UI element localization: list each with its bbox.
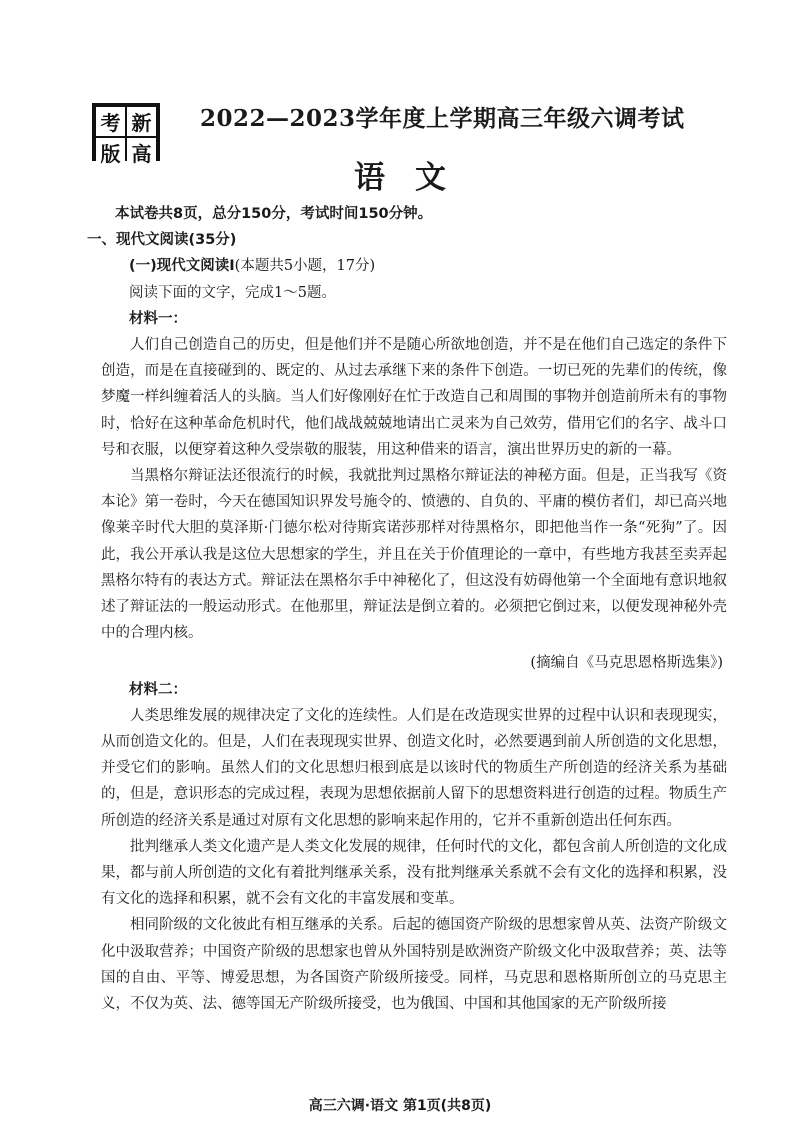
exam-subject: 语文 (354, 160, 476, 196)
subsection-heading (87, 253, 727, 279)
material-one-paragraph: 人们自己创造自己的历史，但是他们并不是随心所欲地创造，并不是在他们自己选定的条件下创造，而是在直接碰到的、既定的、从过去承继下来的条件下创造。一切已死的先辈们的传统，像梦魔一样纠缠着活人的头脑。当人们好像刚好在忙于改造自己和周围的事物并创造前所未有的事物时，恰好在这种革命危机时代，他们战战兢兢地请出亡灵来为自己效劳，借用它们的名字、战斗口号和衣服，以便穿着这种久受崇敬的服装，用这种借来的语言，演出世界历史的新的一幕。 (101, 337, 727, 458)
subsection-desc: (本题共5小题，17分) (234, 258, 376, 275)
material-two-paragraph: 批判继承人类文化遗产是人类文化发展的规律，任何时代的文化，都包含前人所创造的文化成果，都与前人所创造的文化有着批判继承关系，没有批判继承关系就不会有文化的选择和积累，没有文化的选择和积累，就不会有文化的丰富发展和变革。 (101, 838, 727, 908)
logo-char: 版 (96, 138, 125, 167)
material-one-label: 材料一： (129, 310, 187, 327)
section-heading: 一、现代文阅读(35分) (87, 232, 237, 249)
reading-instruction: 阅读下面的文字，完成1～5题。 (129, 284, 336, 301)
material-two-label: 材料二： (129, 681, 187, 698)
exam-content (87, 201, 727, 1017)
logo-char: 新 (127, 107, 156, 136)
exam-title: 2022—2023学年度上学期高三年级六调考试 (200, 105, 685, 132)
logo-char: 考 (96, 107, 125, 136)
material-two-paragraph: 人类思维发展的规律决定了文化的连续性。人们是在改造现实世界的过程中认识和表现现实，从而创造文化的。但是，人们在表现现实世界、创造文化时，必然要遇到前人所创造的文化思想，并受它们的影响。虽然人们的文化思想归根到底是以该时代的物质生产所创造的经济关系为基础的，但是，意识形态的完成过程，表现为思想依据前人留下的思想资料进行创造的过程。物质生产所创造的经济关系是通过对原有文化思想的影响来起作用的，它并不重新创造出任何东西。 (101, 707, 727, 829)
material-two-paragraph: 相同阶级的文化彼此有相互继承的关系。后起的德国资产阶级的思想家曾从英、法资产阶级文化中汲取营养；中国资产阶级的思想家也曾从外国特别是欧洲资产阶级文化中汲取营养；英、法等国的自由、平等、博爱思想，为各国资产阶级所接受。同样，马克思和恩格斯所创立的马克思主义，不仅为英、法、德等国无产阶级所接受，也为俄国、中国和其他国家的无产阶级所接 (101, 917, 727, 1013)
logo-char: 高 (127, 138, 156, 167)
exam-notice: 本试卷共8页，总分150分，考试时间150分钟。 (115, 206, 433, 222)
material-one-paragraph: 当黑格尔辩证法还很流行的时候，我就批判过黑格尔辩证法的神秘方面。但是，正当我写《资本论》第一卷时，今天在德国知识界发号施令的、愤懑的、自负的、平庸的模仿者们，却已高兴地像莱辛时代大胆的莫泽斯·门德尔松对待斯宾诺莎那样对待黑格尔，即把他当作一条“死狗”了。因此，我公开承认我是这位大思想家的学生，并且在关于价值理论的一章中，有些地方我甚至卖弄起黑格尔特有的表达方式。辩证法在黑格尔手中神秘化了，但这没有妨碍他第一个全面地有意识地叙述了辩证法的一般运动形式。在他那里，辩证法是倒立着的。必须把它倒过来，以便发现神秘外壳中的合理内核。 (101, 468, 727, 642)
page-footer: 高三六调·语文 第1页(共8页) (308, 1098, 492, 1114)
subsection-label: (一)现代文阅读Ⅰ (129, 258, 235, 275)
material-one-source: (摘编自《马克思恩格斯选集》) (530, 655, 723, 672)
